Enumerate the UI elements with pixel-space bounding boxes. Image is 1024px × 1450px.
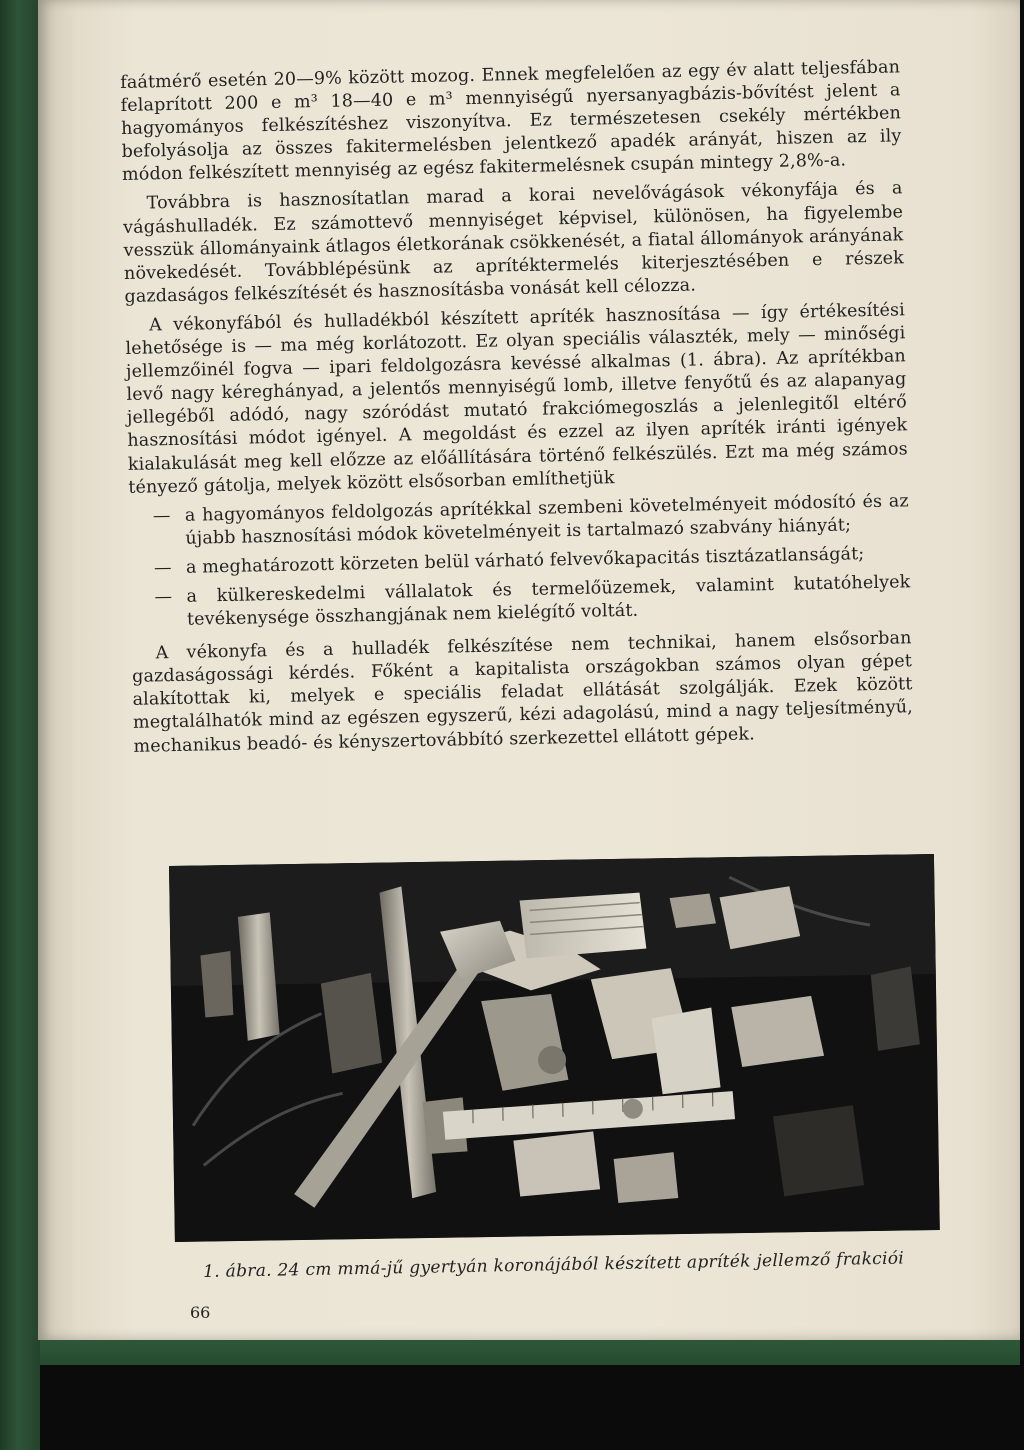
list-item xyxy=(129,490,910,552)
list-item-text: a meghatározott körzeten belül várható felvevőkapacitás tisztázatlanságát; xyxy=(185,544,865,578)
figure-caption: 1. ábra. 24 cm mmá-jű gyertyán koronájából készített apríték jellemző frakciói xyxy=(203,1248,905,1282)
paragraph-2: Továbbra is hasznosítatlan marad a korai nevelővágások vékonyfája és a vágáshulladék. Ez számottevő mennyiséget képvisel, különösen, ha figyelembe vesszük állományaink átlagos életkorának csökkenését, a fiatal állományok arányának növekedését. Továbblépésünk az aprítéktermelés kiterjesztésében e részek gazdaságos felkészítését és hasznosításba vonását kell célozza. xyxy=(122,178,905,307)
paragraph-1: faátmérő esetén 20—9% között mozog. Ennek megfelelően az egy év alatt teljesfában felaprított 200 e m³ 18—40 e m³ mennyiségű nyersanyagbázis-bővítést jelent a hagyományos felkészítéshez viszonyítva. Ez természetesen csekély mértékben befolyásolja az összes fakitermelésben jelentkező apadék arányát, hiszen az ily módon felkészített mennyiség az egész fakitermelésnek csupán mintegy 2,8%-a. xyxy=(120,57,902,186)
page-number: 66 xyxy=(190,1303,211,1322)
paragraph-4: A vékonyfa és a hulladék felkészítése nem technikai, hanem elsősorban gazdaságossági kérdés. Főként a kapitalista országokban számos olyan gépet alakítottak ki, melyek e speciális feladat ellátását szolgálják. Ezek között megtalálhatók mind az egészen egyszerű, kézi adagolású, mind a nagy teljesítményű, mechanikus beadó- és kényszertovábbító szerkezettel ellátott gépek. xyxy=(131,628,914,757)
list-dash: — xyxy=(153,557,172,579)
list-item xyxy=(130,571,911,633)
wood-chips-photograph xyxy=(169,854,940,1242)
body-text xyxy=(120,56,914,764)
book-page xyxy=(38,0,1020,1340)
list-dash: — xyxy=(154,587,173,608)
paragraph-3: A vékonyfából és hulladékból készített apríték hasznosítása — így értékesítési lehetősége is — ma még korlátozott. Ez olyan speciális választék, mely — minőségi jellemzőinél fogva — ipari feldolgozásra kevéssé alkalmas (1. ábra). Az aprítékban levő nagy kéreghányad, a jelentős mennyiségű lomb, illetve fenyőtű és az alapanyag jellegéből adódó, nagy szóródást mutató frakciómegoszlás a jelenlegitől eltérő hasznosítási módot igényel. A megoldást és ezzel az ilyen apríték iránti igények kialakulását meg kell előzze az előállítására történő felkészülés. Ezt ma még számos tényező gátolja, melyek között elsősorban említhetjük xyxy=(125,300,908,498)
list-dash: — xyxy=(152,505,171,527)
book-cover-edge xyxy=(0,0,40,1450)
list-item-text: a hagyományos feldolgozás aprítékkal szembeni követelményeit módosító és az újabb hasznosítási módok követelményeit is tartalmazó szabvány hiányát; xyxy=(184,490,909,549)
obstacle-list xyxy=(129,490,911,633)
list-item-text: a külkereskedelmi vállalatok és termelőüzemek, valamint kutatóhelyek tevékenysége összhangjának nem kielégítő voltát. xyxy=(186,572,911,630)
